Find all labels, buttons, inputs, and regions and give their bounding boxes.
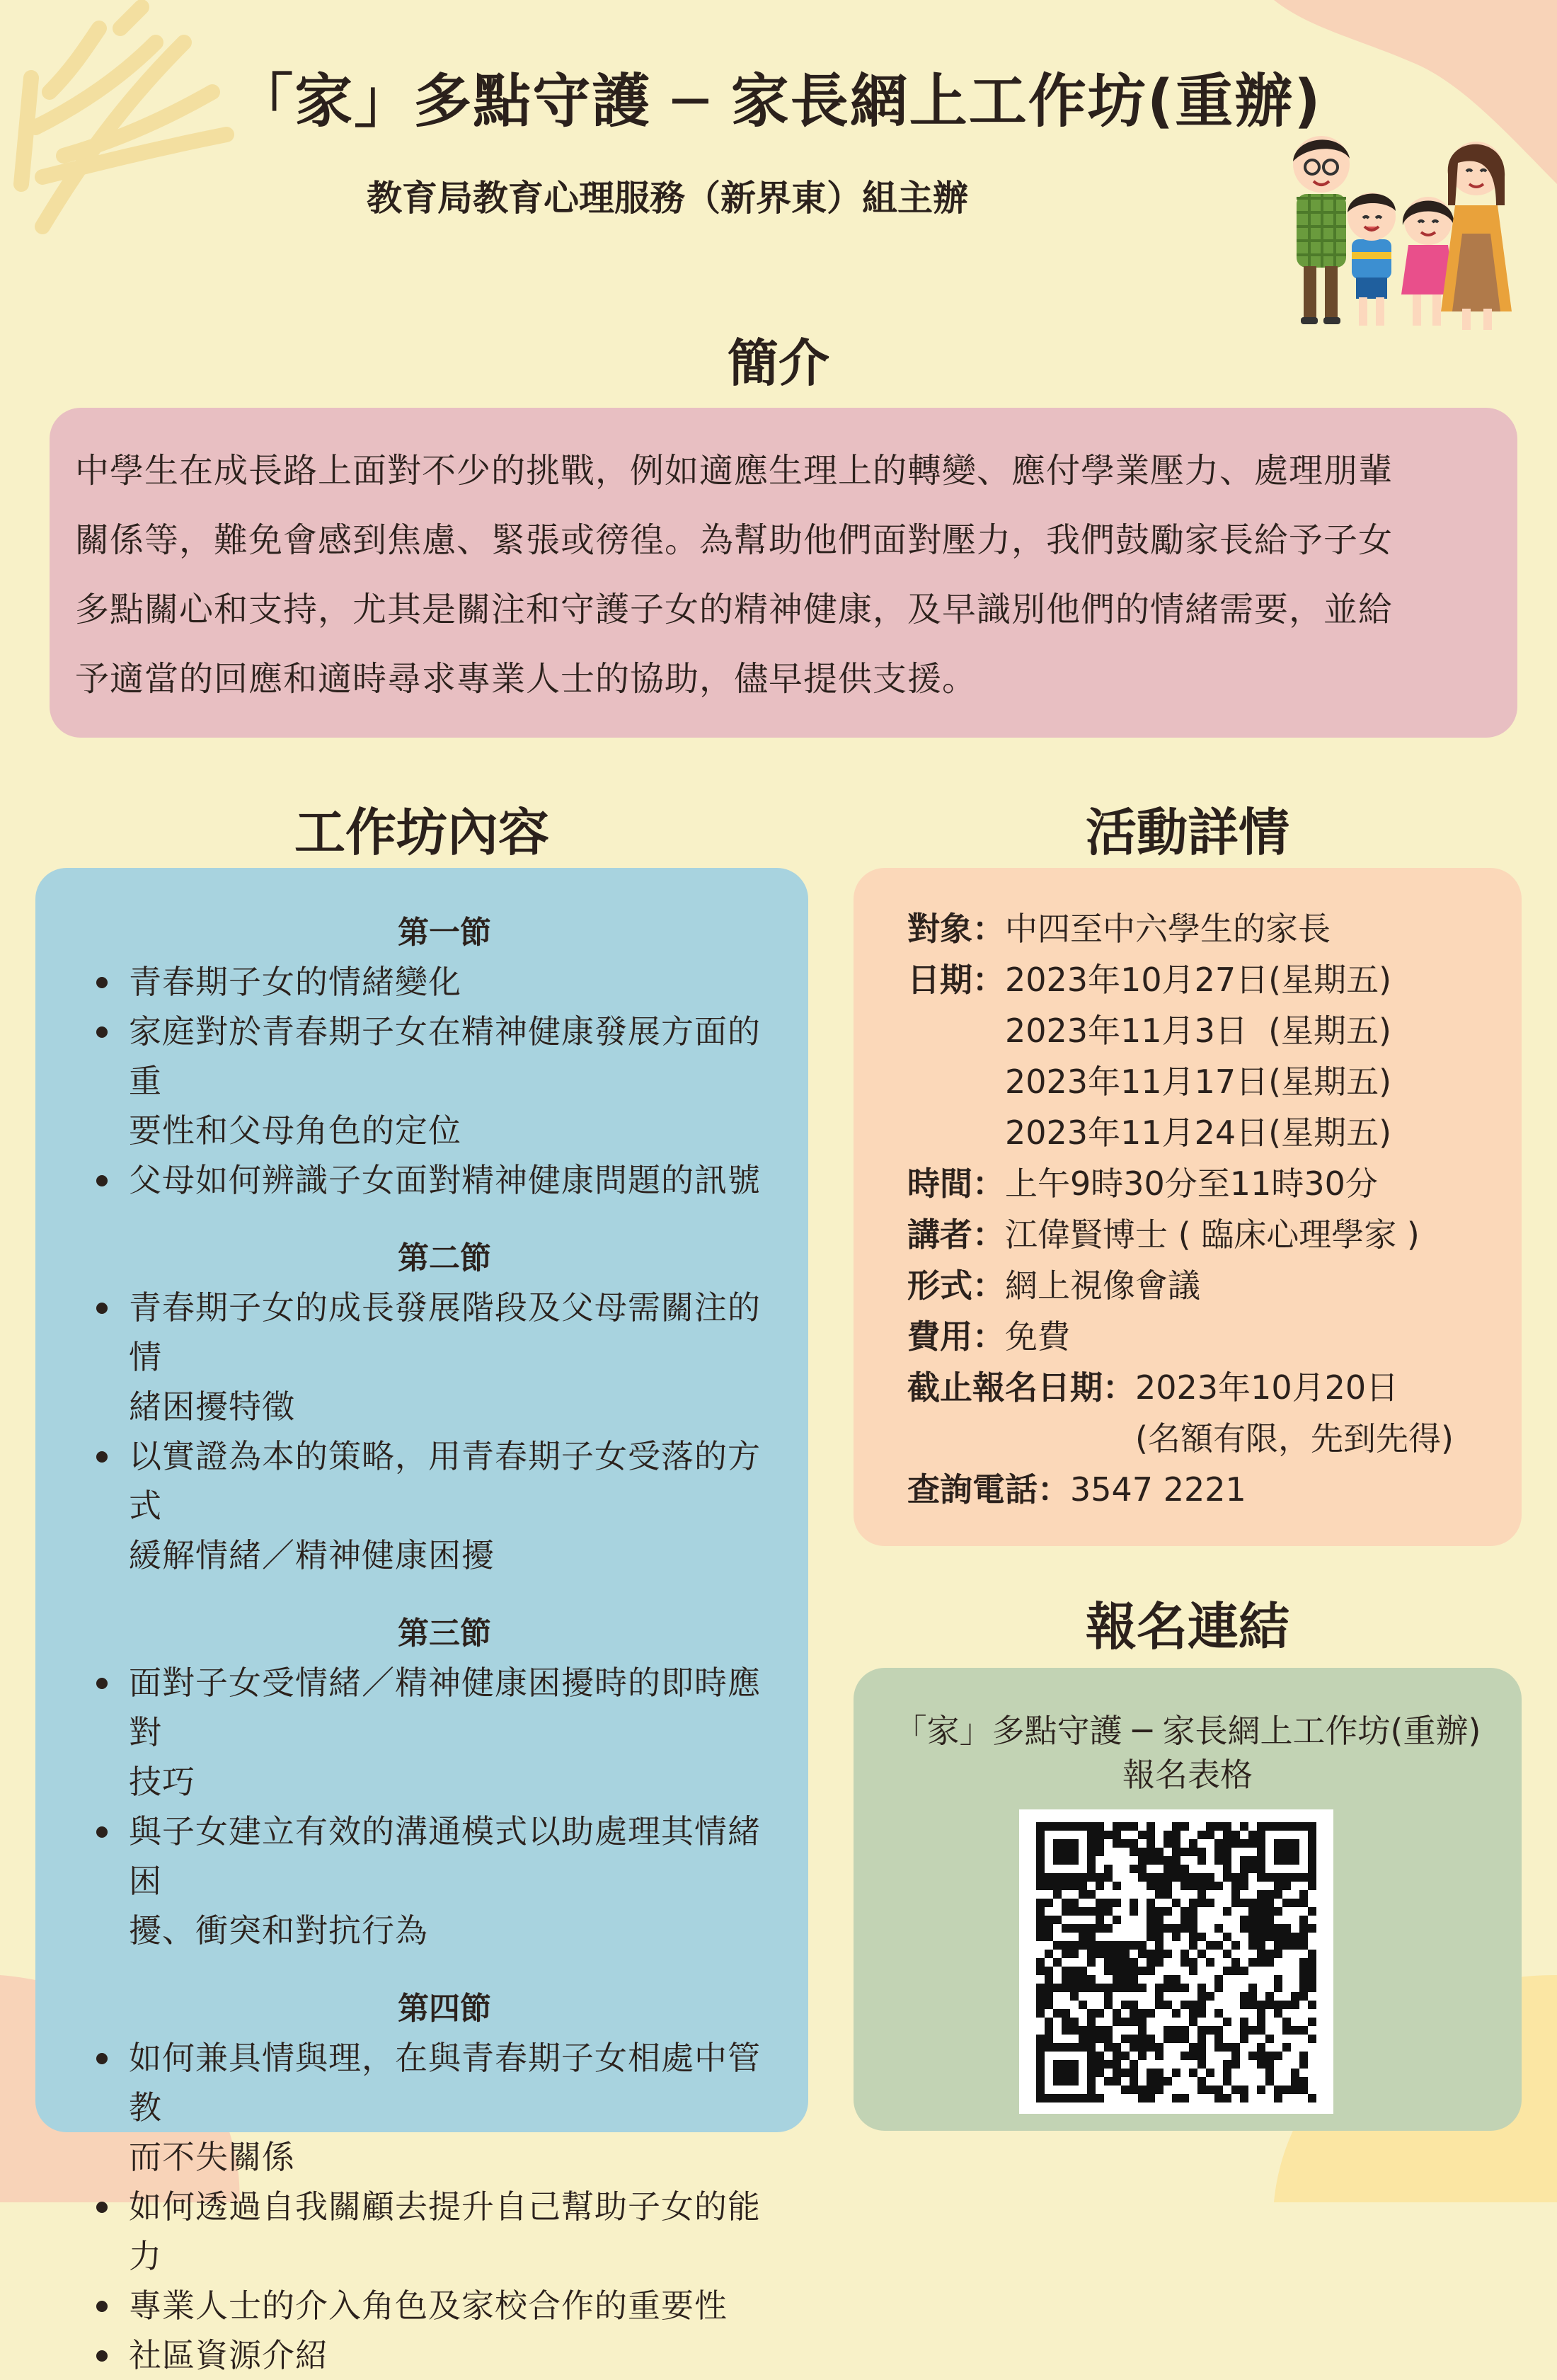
bullet-item <box>59 2182 780 2281</box>
detail-value: 中四至中六學生的家長 <box>1005 910 1331 948</box>
bullet-line: 與子女建立有效的溝通模式以助處理其情緒困 <box>129 1812 761 1900</box>
detail-value: 2023年10月20日 <box>1135 1368 1399 1407</box>
bullet-line: 如何透過自我關顧去提升自己幫助子女的能力 <box>129 2187 761 2275</box>
bullet-item <box>59 957 780 1007</box>
bullet-line: 專業人士的介入角色及家校合作的重要性 <box>129 2287 728 2325</box>
detail-label: 形式： <box>907 1266 1005 1305</box>
detail-value: 3547 2221 <box>1070 1470 1246 1509</box>
bullet-line: 而不失關係 <box>129 2138 295 2176</box>
detail-row-time <box>907 1158 1500 1209</box>
detail-label: 日期： <box>907 961 1005 999</box>
detail-value: 2023年11月24日(星期五) <box>1005 1114 1392 1152</box>
bullet-item <box>59 2033 780 2182</box>
content-heading: 工作坊內容 <box>294 803 549 862</box>
bullet-item <box>59 1807 780 1955</box>
registration-form-label: 報名表格 <box>1122 1756 1253 1794</box>
session-bullet-list <box>59 957 780 1205</box>
bullet-line: 要性和父母角色的定位 <box>129 1111 461 1150</box>
detail-label: 講者： <box>907 1215 1005 1254</box>
bullet-line: 緒困擾特徵 <box>129 1388 295 1426</box>
detail-value: 網上視像會議 <box>1005 1266 1200 1305</box>
details-heading: 活動詳情 <box>1085 803 1289 862</box>
bullet-item <box>59 1283 780 1431</box>
session-bullet-list <box>59 1658 780 1955</box>
detail-row-speaker <box>907 1209 1500 1260</box>
session-title: 第一節 <box>398 915 491 951</box>
detail-label: 查詢電話： <box>907 1470 1070 1509</box>
mother-figure <box>1441 142 1512 330</box>
bullet-line: 緩解情緒／精神健康困擾 <box>129 1536 495 1574</box>
detail-value: (名額有限，先到先得) <box>1135 1419 1454 1458</box>
bullet-item <box>59 1658 780 1807</box>
session-2 <box>59 1235 780 1580</box>
bullet-line: 面對子女受情緒／精神健康困擾時的即時應對 <box>129 1664 761 1751</box>
bullet-item <box>59 1431 780 1580</box>
registration-heading: 報名連結 <box>1085 1597 1289 1657</box>
intro-line: 予適當的回應和適時尋求專業人士的協助，儘早提供支援。 <box>75 659 977 699</box>
intro-line: 中學生在成長路上面對不少的挑戰，例如適應生理上的轉變、應付學業壓力、處理朋輩 <box>75 451 1394 491</box>
registration-box <box>854 1668 1522 2131</box>
intro-box <box>50 408 1517 738</box>
family-illustration <box>1281 127 1522 340</box>
detail-row-deadline <box>907 1362 1500 1464</box>
detail-label: 時間： <box>907 1165 1005 1203</box>
detail-label: 對象： <box>907 910 1005 948</box>
detail-row-format <box>907 1260 1500 1311</box>
detail-row-fee <box>907 1311 1500 1362</box>
intro-line: 關係等，難免會感到焦慮、緊張或徬徨。為幫助他們面對壓力，我們鼓勵家長給予子女 <box>75 520 1394 560</box>
bullet-item <box>59 2330 780 2380</box>
detail-value: 免費 <box>1005 1317 1070 1356</box>
session-title: 第四節 <box>398 1991 491 2027</box>
page-title: 「家」多點守護 ─ 家長網上工作坊(重辦) <box>235 68 1322 135</box>
session-4 <box>59 1985 780 2380</box>
session-3 <box>59 1610 780 1955</box>
bullet-line: 青春期子女的情緒變化 <box>129 963 461 1001</box>
detail-value: 2023年11月17日(星期五) <box>1005 1063 1392 1101</box>
bullet-line: 社區資源介紹 <box>129 2336 328 2374</box>
detail-row-audience <box>907 903 1500 954</box>
detail-label: 費用： <box>907 1317 1005 1356</box>
father-figure <box>1293 136 1350 324</box>
qr-code-icon[interactable] <box>1019 1809 1333 2114</box>
bullet-item <box>59 1007 780 1155</box>
organizer-line: 教育局教育心理服務（新界東）組主辦 <box>367 178 968 219</box>
detail-row-dates <box>907 954 1500 1158</box>
session-bullet-list <box>59 2033 780 2380</box>
bullet-line: 青春期子女的成長發展階段及父母需關注的情 <box>129 1288 761 1376</box>
intro-line: 多點關心和支持，尤其是關注和守護子女的精神健康，及早識別他們的情緒需要，並給 <box>75 590 1394 629</box>
intro-heading: 簡介 <box>727 333 829 393</box>
bullet-line: 父母如何辨識子女面對精神健康問題的訊號 <box>129 1161 761 1199</box>
details-box <box>854 868 1522 1546</box>
content-box <box>35 868 808 2374</box>
bullet-line: 以實證為本的策略，用青春期子女受落的方式 <box>129 1437 761 1525</box>
registration-form-name: 「家」多點守護 ─ 家長網上工作坊(重辦) <box>894 1712 1481 1750</box>
bullet-line: 技巧 <box>129 1763 195 1801</box>
bullet-line: 擾、衝突和對抗行為 <box>129 1911 428 1950</box>
bullet-item <box>59 2281 780 2330</box>
session-1 <box>59 909 780 1205</box>
detail-value: 2023年10月27日(星期五) <box>1005 961 1392 999</box>
session-title: 第二節 <box>398 1240 491 1276</box>
bullet-line: 家庭對於青春期子女在精神健康發展方面的重 <box>129 1012 761 1100</box>
detail-value: 上午9時30分至11時30分 <box>1005 1165 1378 1203</box>
session-bullet-list <box>59 1283 780 1580</box>
session-title: 第三節 <box>398 1615 491 1652</box>
detail-value: 江偉賢博士 ( 臨床心理學家 ) <box>1005 1215 1420 1254</box>
detail-value: 2023年11月3日 (星期五) <box>1005 1012 1392 1050</box>
boy-figure <box>1348 193 1396 326</box>
bullet-line: 如何兼具情與理，在與青春期子女相處中管教 <box>129 2039 761 2127</box>
bullet-item <box>59 1155 780 1205</box>
detail-row-enquiry <box>907 1464 1500 1515</box>
detail-label: 截止報名日期： <box>907 1368 1135 1407</box>
